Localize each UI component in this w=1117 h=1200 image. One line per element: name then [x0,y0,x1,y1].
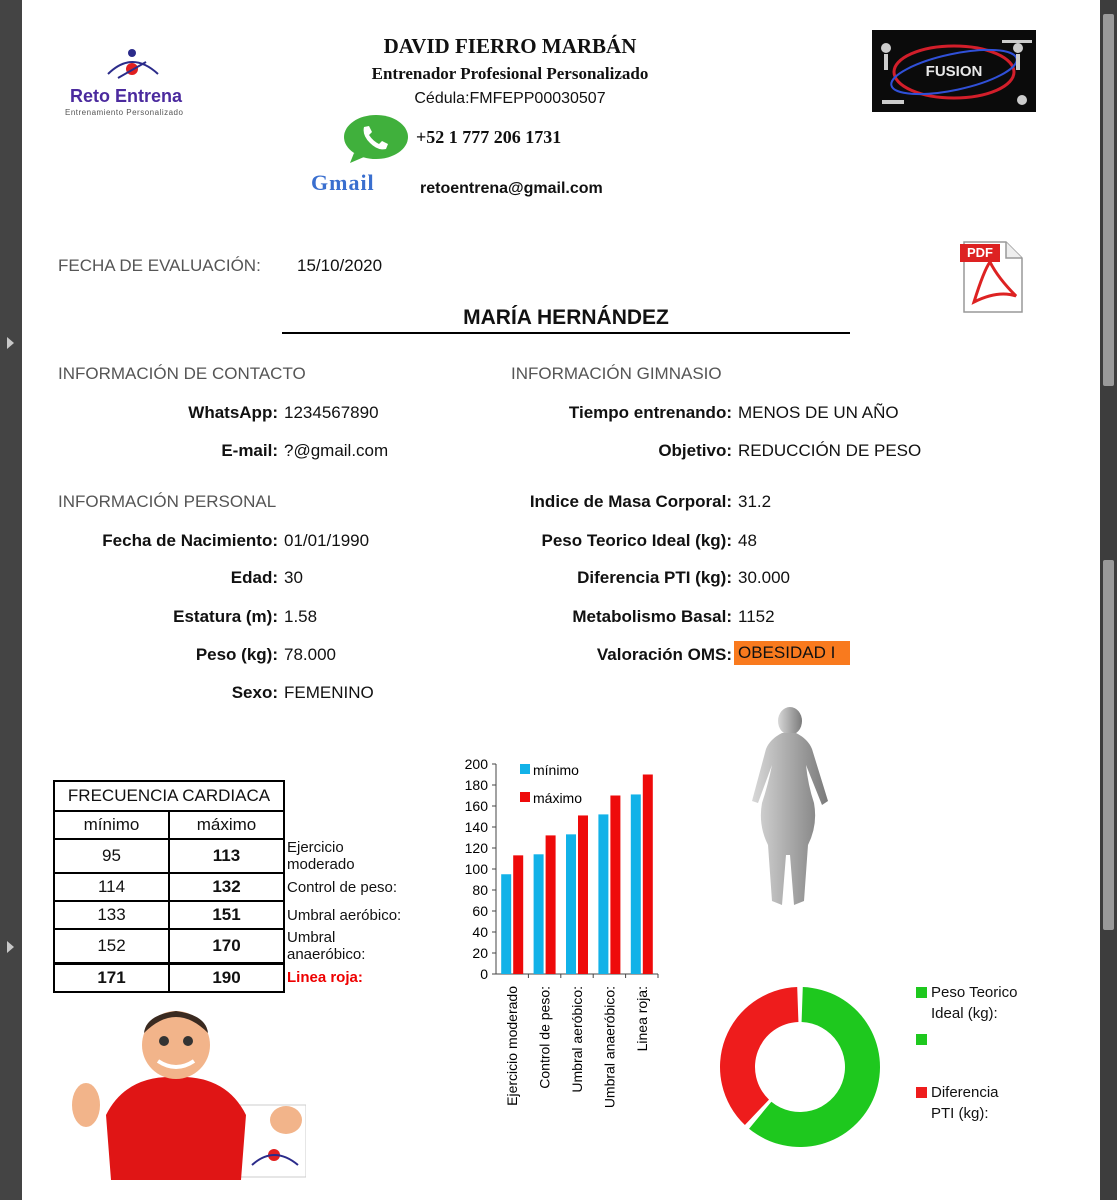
heart-rate-table [53,780,415,993]
ideal-weight-value: 48 [738,531,757,550]
evaluation-date-label: FECHA DE EVALUACIÓN: [58,256,261,275]
legend-item-diff [916,1082,1026,1124]
contact-heading: INFORMACIÓN DE CONTACTO [58,364,306,383]
y-tick-label: 80 [472,882,488,898]
hr-min-cell: 171 [54,963,169,992]
age-label: Edad: [230,568,278,587]
hr-max-cell: 190 [169,963,284,992]
trainer-subtitle: Entrenador Profesional Personalizado [371,64,649,83]
col-min-header: mínimo [54,811,169,839]
y-tick-label: 160 [464,798,488,814]
bar-máximo [546,835,556,974]
email-address: retoentrena@gmail.com [420,180,603,197]
legend-ideal-label: Peso Teorico Ideal (kg): [931,984,1018,1022]
legend-swatch [520,792,530,802]
sex-value: FEMENINO [284,683,374,702]
scrollbar-thumb[interactable] [1103,14,1114,386]
oms-label: Valoración OMS: [596,645,732,664]
x-tick-label: Control de peso: [536,986,553,1089]
training-time-label: Tiempo entrenando: [568,403,732,422]
hr-min-cell: 114 [54,873,169,901]
x-tick-label: Ejercicio moderado [504,986,521,1106]
whatsapp-label: WhatsApp: [188,403,278,422]
weight-label: Peso (kg): [195,645,278,664]
birthdate-value: 01/01/1990 [284,531,370,550]
hr-zone-label: Umbral anaeróbico: [284,929,415,963]
y-tick-label: 180 [464,777,488,793]
hr-zone-label: Control de peso: [284,873,415,901]
email-label: E-mail: [221,441,278,460]
hr-max-cell: 132 [169,873,284,901]
left-sidebar [0,0,22,1200]
heart-rate-bar-chart [422,752,662,1142]
gym-heading: INFORMACIÓN GIMNASIO [511,364,722,383]
legend-red-swatch [916,1087,927,1098]
pdf-label: PDF [967,245,993,260]
table-row [54,873,415,901]
bar-mínimo [631,794,641,974]
legend-green-swatch [916,1034,927,1045]
height-value: 1.58 [284,607,318,626]
logo-title: Reto Entrena [70,86,183,106]
table-row [54,839,415,873]
hr-max-cell: 170 [169,929,284,963]
pti-diff-value: 30.000 [738,568,790,587]
basal-metabolism-label: Metabolismo Basal: [572,607,732,626]
age-value: 30 [284,568,303,587]
hr-min-cell: 152 [54,929,169,963]
x-tick-label: Umbral aeróbico: [569,986,585,1093]
hr-min-cell: 95 [54,839,169,873]
trainer-mascot-image [66,1005,306,1180]
evaluation-date: 15/10/2020 [297,256,383,275]
expand-arrow-icon[interactable] [7,337,14,349]
hr-zone-label: Umbral aeróbico: [284,901,415,929]
bar-máximo [578,815,588,974]
donut-slice [720,987,798,1125]
scrollbar-thumb[interactable] [1103,560,1114,930]
reto-entrena-logo [62,44,222,124]
y-tick-label: 140 [464,819,488,835]
email-value: ?@gmail.com [284,441,389,460]
donut-legend [916,982,1026,1124]
bar-mínimo [598,814,608,974]
table-row [54,929,415,963]
goal-value: REDUCCIÓN DE PESO [738,441,922,460]
basal-metabolism-value: 1152 [738,607,775,626]
table-row [54,963,415,992]
right-scrollbar[interactable] [1100,0,1117,1200]
pti-diff-label: Diferencia PTI (kg): [577,568,732,587]
hr-max-cell: 151 [169,901,284,929]
hr-zone-label: Linea roja: [284,963,415,992]
heart-rate-title: FRECUENCIA CARDIACA [54,781,284,811]
hr-min-cell: 133 [54,901,169,929]
whatsapp-icon [342,113,410,165]
table-row [54,901,415,929]
legend-diff-label: Diferencia PTI (kg): [931,1084,999,1122]
fusion-logo [872,30,1036,112]
ideal-weight-label: Peso Teorico Ideal (kg): [541,531,732,550]
body-figure-image [732,705,842,915]
legend-label: máximo [533,790,583,806]
trainer-name: DAVID FIERRO MARBÁN [383,34,637,58]
document-page [22,0,1100,1200]
runner-logo-icon [62,44,222,84]
weight-donut-chart [710,985,890,1150]
y-tick-label: 100 [464,861,488,877]
cedula: Cédula:FMFEPP00030507 [414,90,606,107]
legend-item-ideal [916,982,1026,1024]
bmi-label: Indice de Masa Corporal: [529,492,732,511]
personal-heading: INFORMACIÓN PERSONAL [58,492,277,511]
expand-arrow-icon[interactable] [7,941,14,953]
legend-swatch [520,764,530,774]
legend-label: mínimo [533,762,579,778]
hr-zone-label: Ejercicio moderado [284,839,415,873]
client-name: MARÍA HERNÁNDEZ [463,306,669,329]
height-label: Estatura (m): [173,607,278,626]
goal-label: Objetivo: [658,441,732,460]
y-tick-label: 20 [472,945,488,961]
y-tick-label: 200 [464,756,488,772]
bmi-value: 31.2 [738,492,772,511]
x-tick-label: Umbral anaeróbico: [601,986,618,1109]
gmail-logo: Gmail [311,170,375,195]
training-time-value: MENOS DE UN AÑO [738,403,899,422]
sex-label: Sexo: [231,683,278,702]
oms-badge: OBESIDAD I [734,641,850,665]
bar-máximo [513,855,523,974]
col-max-header: máximo [169,811,284,839]
bar-mínimo [566,834,576,974]
legend-green-swatch [916,987,927,998]
bar-máximo [643,775,653,975]
bar-mínimo [501,874,511,974]
whatsapp-value: 1234567890 [284,403,379,422]
phone-number: +52 1 777 206 1731 [416,127,562,147]
bar-mínimo [534,854,544,974]
bar-máximo [610,796,620,975]
y-tick-label: 0 [480,966,488,982]
pdf-icon[interactable] [958,240,1024,314]
weight-value: 78.000 [284,645,336,664]
logo-subtitle: Entrenamiento Personalizado [65,108,184,117]
fusion-label: FUSION [925,63,983,80]
y-tick-label: 40 [472,924,488,940]
hr-max-cell: 113 [169,839,284,873]
y-tick-label: 120 [464,840,488,856]
birthdate-label: Fecha de Nacimiento: [102,531,278,550]
y-tick-label: 60 [472,903,488,919]
x-tick-label: Linea roja: [633,986,650,1052]
name-underline [282,332,850,334]
